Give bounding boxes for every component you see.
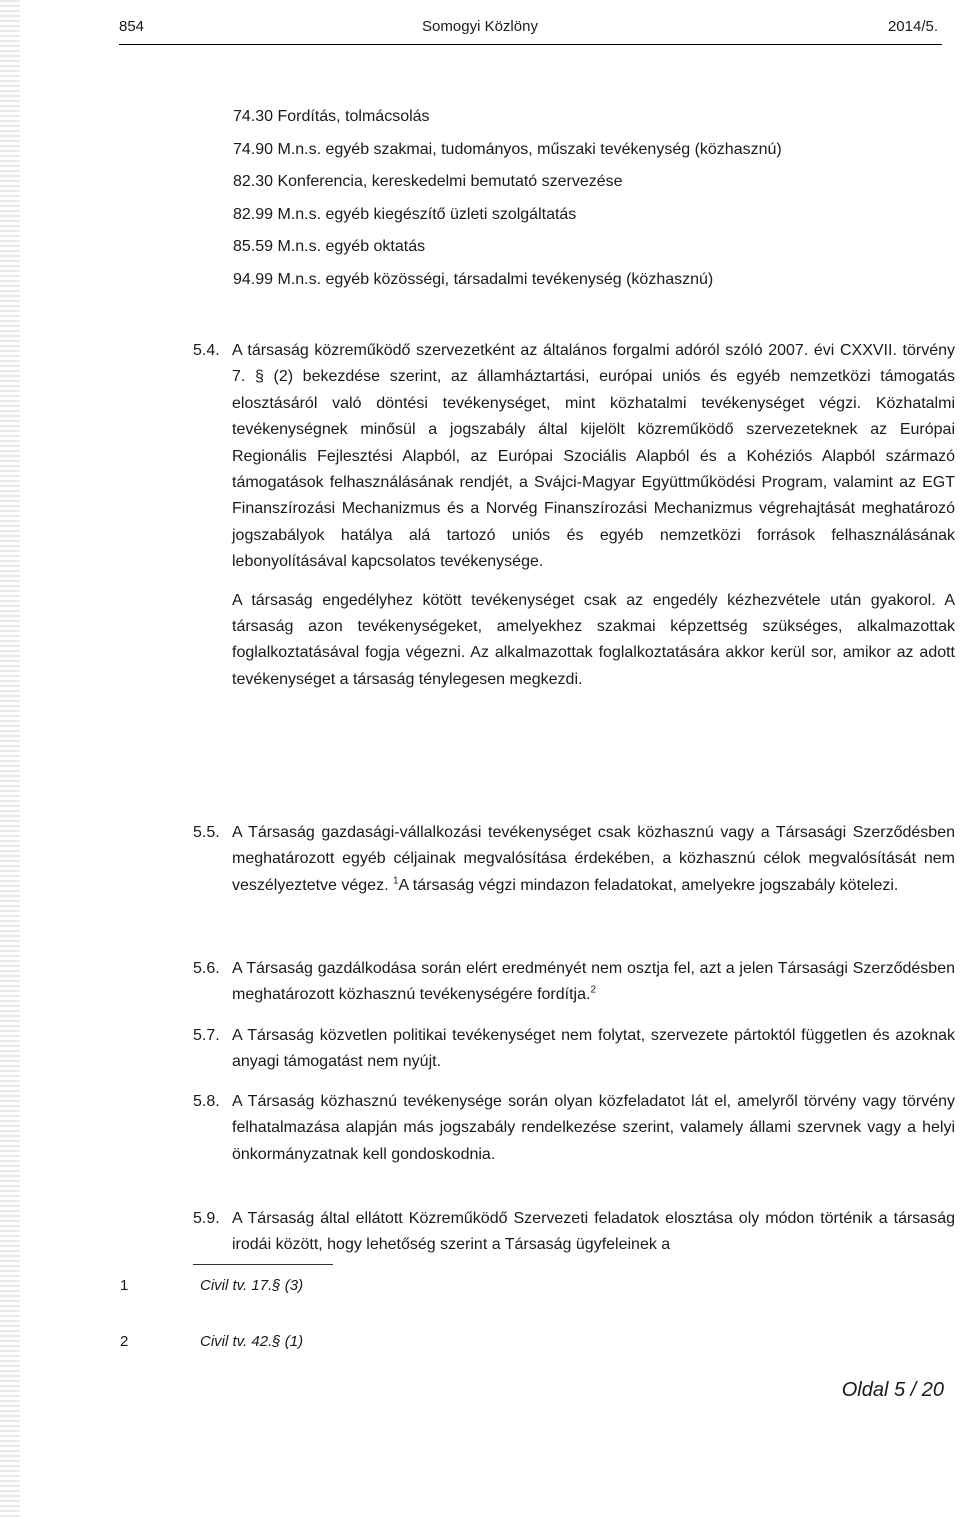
section-5-8 (193, 1089, 955, 1168)
section-5-6 (193, 956, 955, 1009)
section-paragraph: A társaság közreműködő szervezetként az általános forgalmi adóról szóló 2007. évi CXXVII. törvény 7. § (2) bekezdése szerint, az államháztartási, európai uniós és egyéb nemzetközi támogatás elosztásáról való döntési tevékenységet, mint közhatalmi tevékenységet végzi. Közhatalmi tevékenységnek minősül a jogszabály által kijelölt közreműködő szervezeteknek az Európai Regionális Fejlesztési Alapból, az Európai Szociális Alapból és a Kohéziós Alapból származó támogatások felhasználásának rendjét, a Svájci-Magyar Együttműködési Program, valamint az EGT Finanszírozási Mechanizmus és a Norvég Finanszírozási Mechanizmus végrehajtását meghatározó jogszabályok hatálya alá tartozó uniós és egyéb nemzetközi források felhasználásának lebonyolításával kapcsolatos tevékenysége. (232, 342, 955, 571)
activity-item: 82.99 M.n.s. egyéb kiegészítő üzleti szolgáltatás (233, 205, 577, 223)
footnote-2 (120, 1330, 520, 1354)
page-indicator: Oldal 5 / 20 (841, 1379, 944, 1401)
section-paragraph: A Társaság közvetlen politikai tevékenységet nem folytat, szervezete pártoktól független és azoknak anyagi támogatást nem nyújt. (232, 1027, 955, 1071)
activity-item: 94.99 M.n.s. egyéb közösségi, társadalmi tevékenység (közhasznú) (233, 270, 714, 288)
section-5-9 (193, 1206, 955, 1259)
footnote-rule (193, 1264, 333, 1265)
section-body (232, 1023, 955, 1076)
activity-list (233, 101, 953, 297)
section-paragraph: A társaság engedélyhez kötött tevékenységet csak az engedély kézhezvétele után gyakorol. A társaság azon tevékenységeket, amelyekhez szakmai képzettség szükséges, alkalmazottak foglalkoztatásával fogja végezni. Az alkalmazottak foglalkoztatására akkor kerül sor, amikor az adott tevékenységet a társaság ténylegesen megkezdi. (232, 591, 955, 688)
scan-edge (0, 0, 20, 1518)
activity-item: 82.30 Konferencia, kereskedelmi bemutató szervezése (233, 173, 623, 191)
section-paragraph: A Társaság által ellátott Közreműködő Szervezeti feladatok elosztása oly módon történik a társaság irodái között, hogy lehetőség szerint a Társaság ügyfeleinek a (232, 1210, 955, 1254)
activity-item: 85.59 M.n.s. egyéb oktatás (233, 238, 426, 256)
section-number: 5.8. (193, 1093, 220, 1110)
activity-item: 74.30 Fordítás, tolmácsolás (233, 108, 430, 125)
footnote-1 (120, 1274, 520, 1298)
section-paragraph: A Társaság gazdasági-vállalkozási tevékenységet csak közhasznú vagy a Társasági Szerződésben meghatározott egyéb céljainak megvalósítása érdekében, a közhasznú célok megvalósítását nem veszélyeztetve végez. $^1$A társaság végzi mindazon feladatokat, amelyekre jogszabály kötelezi. (232, 824, 955, 894)
section-body (232, 1089, 955, 1168)
footnote-text: Civil tv. 17.§ (3) (200, 1277, 304, 1294)
section-number: 5.5. (193, 824, 220, 841)
header-publication: Somogyi Közlöny (422, 18, 538, 35)
activity-item: 74.90 M.n.s. egyéb szakmai, tudományos, műszaki tevékenység (közhasznú) (233, 140, 782, 158)
section-body (232, 1206, 955, 1259)
section-paragraph: A Társaság közhasznú tevékenysége során olyan közfeladatot lát el, amelyről törvény vagy törvény felhatalmazása alapján más jogszabály rendelkezése szerint, valamely állami szervnek vagy a helyi önkormányzatnak kell gondoskodnia. (232, 1093, 955, 1163)
section-number: 5.4. (193, 342, 220, 359)
section-body (232, 820, 955, 899)
section-number: 5.9. (193, 1210, 220, 1227)
footnote-number: 1 (120, 1277, 129, 1294)
header-page-number: 854 (119, 18, 145, 35)
section-number: 5.7. (193, 1027, 220, 1044)
section-5-4 (193, 338, 955, 693)
section-paragraph: A Társaság gazdálkodása során elért eredményét nem osztja fel, azt a jelen Társasági Szerződésben meghatározott közhasznú tevékenységére fordítja.$^2$ (232, 960, 955, 1004)
section-body (232, 956, 955, 1009)
header-rule (119, 44, 942, 45)
footnote-mark[interactable]: 2 (590, 985, 596, 997)
section-number: 5.6. (193, 960, 220, 977)
section-5-7 (193, 1023, 955, 1076)
section-5-5 (193, 820, 955, 899)
page-header (0, 16, 960, 38)
header-issue: 2014/5. (887, 18, 938, 35)
footnote-number: 2 (120, 1333, 129, 1350)
footnote-mark[interactable]: 1 (392, 875, 399, 887)
section-body (232, 338, 955, 693)
footnote-text: Civil tv. 42.§ (1) (200, 1333, 304, 1350)
